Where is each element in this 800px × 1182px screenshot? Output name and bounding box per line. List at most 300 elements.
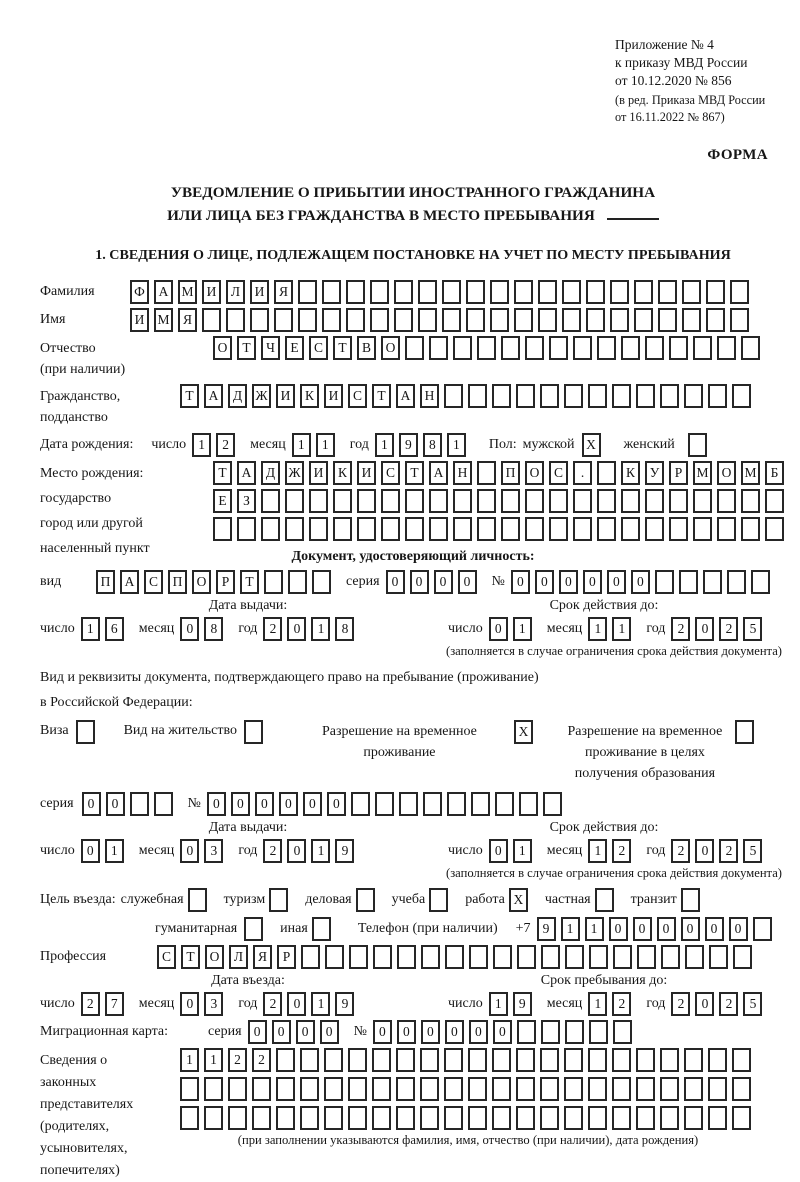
char-cell[interactable] <box>541 945 560 969</box>
char-cell[interactable] <box>660 384 679 408</box>
purpose-humanitarian-checkbox[interactable] <box>244 916 268 941</box>
char-cell[interactable] <box>621 517 640 541</box>
char-cell[interactable] <box>516 384 535 408</box>
char-cell[interactable]: 1 <box>292 433 311 457</box>
purpose-tourism-checkbox[interactable] <box>269 888 293 912</box>
char-cell[interactable] <box>765 489 784 513</box>
migration-card-series-cells[interactable] <box>248 1020 344 1044</box>
char-cell[interactable] <box>564 1106 583 1130</box>
char-cell[interactable] <box>312 570 331 594</box>
char-cell[interactable] <box>517 945 536 969</box>
char-cell[interactable] <box>612 1048 631 1072</box>
residence-valid-month-cells[interactable] <box>588 839 636 863</box>
char-cell[interactable] <box>588 1048 607 1072</box>
residence-issue-day-cells[interactable] <box>81 839 129 863</box>
char-cell[interactable]: X <box>582 433 601 457</box>
char-cell[interactable] <box>429 888 448 912</box>
birth-year-cells[interactable] <box>375 433 471 457</box>
char-cell[interactable] <box>492 1077 511 1101</box>
char-cell[interactable] <box>658 308 677 332</box>
char-cell[interactable]: 9 <box>335 992 354 1016</box>
birth-day-cells[interactable] <box>192 433 240 457</box>
char-cell[interactable] <box>525 336 544 360</box>
stay-month-cells[interactable] <box>588 992 636 1016</box>
char-cell[interactable] <box>588 1106 607 1130</box>
char-cell[interactable] <box>717 336 736 360</box>
char-cell[interactable] <box>514 308 533 332</box>
char-cell[interactable]: 2 <box>263 992 282 1016</box>
char-cell[interactable] <box>573 517 592 541</box>
char-cell[interactable]: М <box>154 308 173 332</box>
char-cell[interactable] <box>693 336 712 360</box>
birth-month-cells[interactable] <box>292 433 340 457</box>
char-cell[interactable] <box>351 792 370 816</box>
char-cell[interactable] <box>324 1077 343 1101</box>
char-cell[interactable] <box>477 517 496 541</box>
char-cell[interactable]: 0 <box>303 792 322 816</box>
char-cell[interactable] <box>202 308 221 332</box>
char-cell[interactable] <box>423 792 442 816</box>
representatives-cells-row1[interactable] <box>180 1048 756 1072</box>
char-cell[interactable] <box>204 1106 223 1130</box>
char-cell[interactable] <box>517 1020 536 1044</box>
entry-year-cells[interactable] <box>263 992 359 1016</box>
char-cell[interactable] <box>732 384 751 408</box>
temp-residence-checkbox[interactable] <box>514 719 538 744</box>
char-cell[interactable] <box>154 792 173 816</box>
char-cell[interactable]: Т <box>372 384 391 408</box>
residence-valid-year-cells[interactable] <box>671 839 767 863</box>
char-cell[interactable]: 1 <box>105 839 124 863</box>
char-cell[interactable] <box>276 1048 295 1072</box>
char-cell[interactable]: 9 <box>513 992 532 1016</box>
char-cell[interactable] <box>727 570 746 594</box>
char-cell[interactable] <box>372 1077 391 1101</box>
char-cell[interactable] <box>573 336 592 360</box>
char-cell[interactable] <box>597 461 616 485</box>
char-cell[interactable]: 0 <box>397 1020 416 1044</box>
char-cell[interactable]: 0 <box>695 617 714 641</box>
char-cell[interactable] <box>645 336 664 360</box>
char-cell[interactable] <box>612 1077 631 1101</box>
char-cell[interactable] <box>741 336 760 360</box>
surname-cells[interactable] <box>130 280 754 304</box>
char-cell[interactable] <box>325 945 344 969</box>
char-cell[interactable]: 0 <box>493 1020 512 1044</box>
char-cell[interactable]: . <box>573 461 592 485</box>
char-cell[interactable] <box>468 1048 487 1072</box>
char-cell[interactable] <box>708 1106 727 1130</box>
char-cell[interactable] <box>684 1106 703 1130</box>
char-cell[interactable]: 0 <box>279 792 298 816</box>
char-cell[interactable]: Р <box>669 461 688 485</box>
char-cell[interactable]: Т <box>405 461 424 485</box>
char-cell[interactable]: 0 <box>607 570 626 594</box>
char-cell[interactable] <box>684 1048 703 1072</box>
char-cell[interactable] <box>492 1048 511 1072</box>
char-cell[interactable] <box>285 489 304 513</box>
char-cell[interactable] <box>586 280 605 304</box>
char-cell[interactable] <box>549 517 568 541</box>
identity-valid-day-cells[interactable] <box>489 617 537 641</box>
char-cell[interactable] <box>597 517 616 541</box>
char-cell[interactable]: 0 <box>489 617 508 641</box>
char-cell[interactable] <box>541 1020 560 1044</box>
char-cell[interactable] <box>706 280 725 304</box>
char-cell[interactable]: Я <box>178 308 197 332</box>
char-cell[interactable] <box>466 280 485 304</box>
char-cell[interactable] <box>373 945 392 969</box>
purpose-transit-checkbox[interactable] <box>681 888 705 912</box>
char-cell[interactable] <box>717 489 736 513</box>
char-cell[interactable] <box>610 280 629 304</box>
char-cell[interactable] <box>226 308 245 332</box>
char-cell[interactable]: К <box>621 461 640 485</box>
char-cell[interactable]: 2 <box>216 433 235 457</box>
char-cell[interactable]: С <box>144 570 163 594</box>
char-cell[interactable] <box>516 1106 535 1130</box>
char-cell[interactable] <box>613 1020 632 1044</box>
char-cell[interactable]: 0 <box>373 1020 392 1044</box>
char-cell[interactable]: 2 <box>612 992 631 1016</box>
char-cell[interactable] <box>610 308 629 332</box>
char-cell[interactable]: 0 <box>255 792 274 816</box>
char-cell[interactable]: 0 <box>386 570 405 594</box>
phone-cells[interactable] <box>537 917 777 941</box>
char-cell[interactable] <box>543 792 562 816</box>
char-cell[interactable] <box>735 720 754 744</box>
char-cell[interactable] <box>621 336 640 360</box>
identity-valid-year-cells[interactable] <box>671 617 767 641</box>
purpose-other-checkbox[interactable] <box>312 917 336 941</box>
char-cell[interactable]: 1 <box>513 839 532 863</box>
char-cell[interactable]: 1 <box>588 992 607 1016</box>
char-cell[interactable] <box>429 336 448 360</box>
char-cell[interactable]: И <box>202 280 221 304</box>
char-cell[interactable] <box>682 280 701 304</box>
char-cell[interactable] <box>612 1106 631 1130</box>
char-cell[interactable] <box>399 792 418 816</box>
char-cell[interactable]: Ж <box>285 461 304 485</box>
char-cell[interactable]: 3 <box>204 839 223 863</box>
char-cell[interactable] <box>477 461 496 485</box>
char-cell[interactable]: 1 <box>588 617 607 641</box>
purpose-study-checkbox[interactable] <box>429 888 453 912</box>
char-cell[interactable]: Т <box>240 570 259 594</box>
char-cell[interactable] <box>244 917 263 941</box>
char-cell[interactable] <box>445 945 464 969</box>
identity-issue-day-cells[interactable] <box>81 617 129 641</box>
char-cell[interactable] <box>394 308 413 332</box>
char-cell[interactable] <box>693 517 712 541</box>
char-cell[interactable] <box>708 1077 727 1101</box>
char-cell[interactable]: 2 <box>719 839 738 863</box>
char-cell[interactable] <box>244 720 263 744</box>
char-cell[interactable] <box>538 280 557 304</box>
char-cell[interactable] <box>252 1106 271 1130</box>
char-cell[interactable] <box>732 1106 751 1130</box>
char-cell[interactable] <box>228 1077 247 1101</box>
char-cell[interactable] <box>429 489 448 513</box>
birth-place-cells-row3[interactable] <box>213 517 789 541</box>
migration-card-number-cells[interactable] <box>373 1020 637 1044</box>
char-cell[interactable] <box>540 1106 559 1130</box>
char-cell[interactable]: И <box>130 308 149 332</box>
entry-day-cells[interactable] <box>81 992 129 1016</box>
char-cell[interactable]: 0 <box>583 570 602 594</box>
char-cell[interactable] <box>732 1048 751 1072</box>
char-cell[interactable] <box>405 489 424 513</box>
char-cell[interactable]: 2 <box>671 617 690 641</box>
char-cell[interactable]: 2 <box>671 839 690 863</box>
char-cell[interactable] <box>588 1077 607 1101</box>
char-cell[interactable] <box>300 1077 319 1101</box>
char-cell[interactable] <box>730 280 749 304</box>
char-cell[interactable]: Л <box>229 945 248 969</box>
patronymic-cells[interactable] <box>213 336 765 360</box>
char-cell[interactable] <box>444 1048 463 1072</box>
doc-number-cells[interactable] <box>511 570 775 594</box>
char-cell[interactable]: 2 <box>81 992 100 1016</box>
char-cell[interactable]: 1 <box>180 1048 199 1072</box>
char-cell[interactable] <box>540 384 559 408</box>
char-cell[interactable] <box>405 336 424 360</box>
char-cell[interactable]: 0 <box>695 992 714 1016</box>
char-cell[interactable]: О <box>525 461 544 485</box>
char-cell[interactable] <box>565 945 584 969</box>
char-cell[interactable] <box>333 517 352 541</box>
char-cell[interactable] <box>564 1077 583 1101</box>
char-cell[interactable] <box>765 517 784 541</box>
char-cell[interactable] <box>466 308 485 332</box>
char-cell[interactable]: 9 <box>399 433 418 457</box>
char-cell[interactable]: Д <box>228 384 247 408</box>
birth-place-cells-row1[interactable] <box>213 461 789 485</box>
char-cell[interactable] <box>621 489 640 513</box>
char-cell[interactable]: 0 <box>445 1020 464 1044</box>
char-cell[interactable]: Н <box>453 461 472 485</box>
char-cell[interactable] <box>447 792 466 816</box>
char-cell[interactable] <box>493 945 512 969</box>
char-cell[interactable] <box>469 945 488 969</box>
char-cell[interactable] <box>501 489 520 513</box>
char-cell[interactable]: 0 <box>287 992 306 1016</box>
char-cell[interactable]: 0 <box>469 1020 488 1044</box>
char-cell[interactable]: 1 <box>316 433 335 457</box>
char-cell[interactable]: 1 <box>585 917 604 941</box>
char-cell[interactable]: 2 <box>612 839 631 863</box>
char-cell[interactable] <box>444 1106 463 1130</box>
char-cell[interactable]: О <box>381 336 400 360</box>
char-cell[interactable] <box>468 1106 487 1130</box>
char-cell[interactable] <box>252 1077 271 1101</box>
char-cell[interactable] <box>562 308 581 332</box>
char-cell[interactable]: 8 <box>204 617 223 641</box>
char-cell[interactable] <box>636 384 655 408</box>
char-cell[interactable]: 0 <box>207 792 226 816</box>
char-cell[interactable]: 0 <box>287 617 306 641</box>
char-cell[interactable] <box>420 1106 439 1130</box>
char-cell[interactable] <box>477 336 496 360</box>
char-cell[interactable]: С <box>381 461 400 485</box>
char-cell[interactable] <box>490 308 509 332</box>
char-cell[interactable]: 0 <box>82 792 101 816</box>
char-cell[interactable]: 5 <box>743 992 762 1016</box>
char-cell[interactable] <box>468 384 487 408</box>
char-cell[interactable] <box>703 570 722 594</box>
char-cell[interactable]: 2 <box>671 992 690 1016</box>
char-cell[interactable] <box>655 570 674 594</box>
char-cell[interactable] <box>516 1077 535 1101</box>
residence-issue-year-cells[interactable] <box>263 839 359 863</box>
char-cell[interactable] <box>636 1077 655 1101</box>
char-cell[interactable]: 0 <box>410 570 429 594</box>
char-cell[interactable] <box>732 1077 751 1101</box>
char-cell[interactable]: 5 <box>743 617 762 641</box>
char-cell[interactable] <box>516 1048 535 1072</box>
char-cell[interactable] <box>637 945 656 969</box>
char-cell[interactable] <box>276 1106 295 1130</box>
purpose-business-checkbox[interactable] <box>356 888 380 912</box>
char-cell[interactable] <box>370 280 389 304</box>
residence-permit-checkbox[interactable] <box>244 719 268 744</box>
char-cell[interactable] <box>669 489 688 513</box>
char-cell[interactable] <box>324 1048 343 1072</box>
char-cell[interactable] <box>180 1106 199 1130</box>
char-cell[interactable] <box>381 489 400 513</box>
char-cell[interactable] <box>394 280 413 304</box>
char-cell[interactable]: 0 <box>681 917 700 941</box>
char-cell[interactable]: О <box>213 336 232 360</box>
char-cell[interactable]: И <box>276 384 295 408</box>
char-cell[interactable] <box>597 336 616 360</box>
char-cell[interactable] <box>468 1077 487 1101</box>
purpose-private-checkbox[interactable] <box>595 888 619 912</box>
char-cell[interactable]: 1 <box>192 433 211 457</box>
char-cell[interactable] <box>645 489 664 513</box>
char-cell[interactable]: Б <box>765 461 784 485</box>
char-cell[interactable] <box>658 280 677 304</box>
char-cell[interactable] <box>540 1048 559 1072</box>
char-cell[interactable]: 0 <box>180 992 199 1016</box>
char-cell[interactable] <box>309 517 328 541</box>
char-cell[interactable]: 1 <box>311 839 330 863</box>
char-cell[interactable] <box>565 1020 584 1044</box>
char-cell[interactable] <box>372 1048 391 1072</box>
char-cell[interactable] <box>250 308 269 332</box>
char-cell[interactable]: И <box>250 280 269 304</box>
char-cell[interactable]: 0 <box>535 570 554 594</box>
char-cell[interactable]: 2 <box>263 839 282 863</box>
char-cell[interactable] <box>300 1106 319 1130</box>
sex-male-checkbox[interactable] <box>582 432 606 457</box>
char-cell[interactable] <box>324 1106 343 1130</box>
char-cell[interactable] <box>274 308 293 332</box>
char-cell[interactable] <box>312 917 331 941</box>
char-cell[interactable]: 0 <box>695 839 714 863</box>
char-cell[interactable] <box>381 517 400 541</box>
char-cell[interactable] <box>213 517 232 541</box>
char-cell[interactable] <box>660 1048 679 1072</box>
char-cell[interactable] <box>420 1048 439 1072</box>
char-cell[interactable]: М <box>693 461 712 485</box>
char-cell[interactable] <box>549 489 568 513</box>
char-cell[interactable]: 0 <box>434 570 453 594</box>
char-cell[interactable]: П <box>168 570 187 594</box>
char-cell[interactable]: Ж <box>252 384 271 408</box>
char-cell[interactable]: 0 <box>272 1020 291 1044</box>
char-cell[interactable]: 0 <box>106 792 125 816</box>
char-cell[interactable]: 0 <box>296 1020 315 1044</box>
char-cell[interactable] <box>396 1106 415 1130</box>
char-cell[interactable] <box>418 308 437 332</box>
char-cell[interactable] <box>444 384 463 408</box>
char-cell[interactable] <box>348 1077 367 1101</box>
char-cell[interactable] <box>549 336 568 360</box>
char-cell[interactable]: X <box>509 888 528 912</box>
char-cell[interactable]: Т <box>181 945 200 969</box>
char-cell[interactable] <box>453 489 472 513</box>
char-cell[interactable]: 0 <box>248 1020 267 1044</box>
char-cell[interactable] <box>180 1077 199 1101</box>
citizenship-cells[interactable] <box>180 384 756 408</box>
char-cell[interactable] <box>717 517 736 541</box>
residence-number-cells[interactable] <box>207 792 567 816</box>
char-cell[interactable] <box>264 570 283 594</box>
identity-issue-year-cells[interactable] <box>263 617 359 641</box>
char-cell[interactable] <box>525 489 544 513</box>
char-cell[interactable] <box>684 1077 703 1101</box>
char-cell[interactable]: 2 <box>228 1048 247 1072</box>
char-cell[interactable]: А <box>204 384 223 408</box>
char-cell[interactable]: 0 <box>609 917 628 941</box>
char-cell[interactable]: А <box>154 280 173 304</box>
char-cell[interactable]: 0 <box>489 839 508 863</box>
char-cell[interactable]: С <box>157 945 176 969</box>
char-cell[interactable] <box>372 1106 391 1130</box>
char-cell[interactable] <box>396 1048 415 1072</box>
char-cell[interactable] <box>645 517 664 541</box>
char-cell[interactable] <box>237 517 256 541</box>
char-cell[interactable] <box>540 1077 559 1101</box>
char-cell[interactable] <box>405 517 424 541</box>
char-cell[interactable]: 1 <box>513 617 532 641</box>
purpose-business-trip-checkbox[interactable] <box>188 888 212 912</box>
char-cell[interactable] <box>453 517 472 541</box>
char-cell[interactable]: М <box>178 280 197 304</box>
char-cell[interactable] <box>741 489 760 513</box>
char-cell[interactable]: 0 <box>511 570 530 594</box>
char-cell[interactable]: 1 <box>447 433 466 457</box>
char-cell[interactable] <box>741 517 760 541</box>
char-cell[interactable] <box>429 517 448 541</box>
char-cell[interactable] <box>421 945 440 969</box>
char-cell[interactable] <box>298 308 317 332</box>
char-cell[interactable] <box>684 384 703 408</box>
char-cell[interactable] <box>477 489 496 513</box>
char-cell[interactable] <box>514 280 533 304</box>
char-cell[interactable] <box>298 280 317 304</box>
char-cell[interactable] <box>564 1048 583 1072</box>
char-cell[interactable] <box>669 517 688 541</box>
char-cell[interactable] <box>753 917 772 941</box>
char-cell[interactable]: Т <box>180 384 199 408</box>
char-cell[interactable]: Н <box>420 384 439 408</box>
char-cell[interactable]: П <box>501 461 520 485</box>
char-cell[interactable]: А <box>120 570 139 594</box>
char-cell[interactable]: 9 <box>335 839 354 863</box>
char-cell[interactable]: Д <box>261 461 280 485</box>
